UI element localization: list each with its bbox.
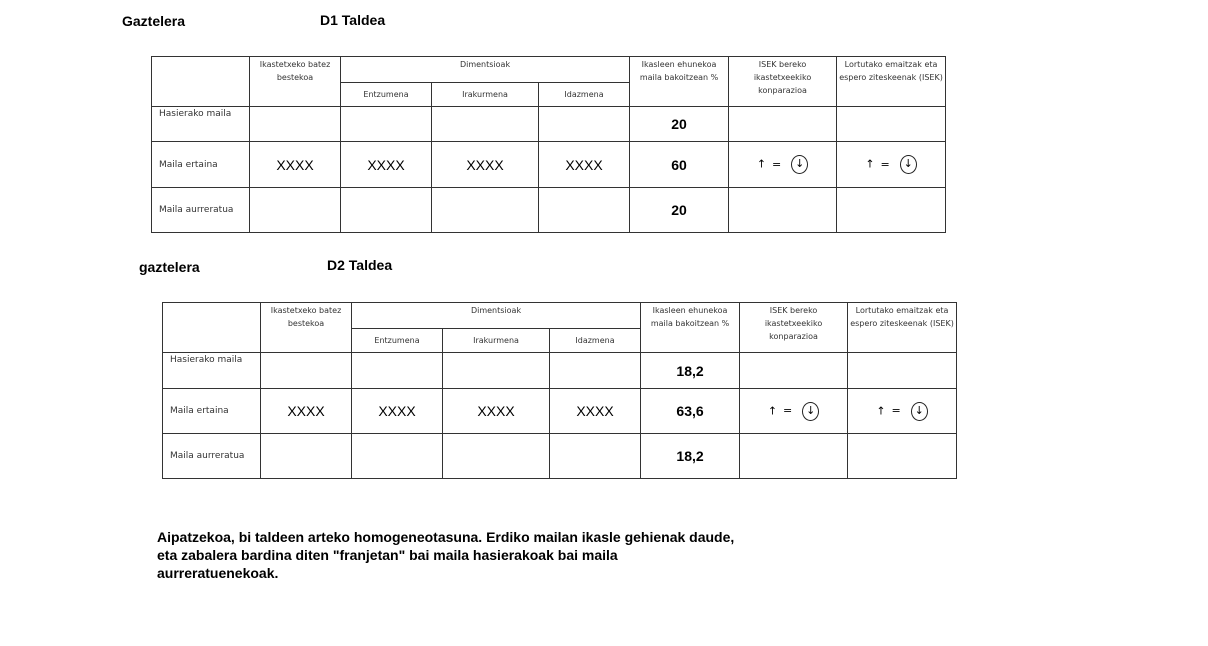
compare-indicators xyxy=(740,389,848,434)
expected-indicators xyxy=(848,389,957,434)
listening-value: XXXX xyxy=(352,389,443,434)
listening-value: XXXX xyxy=(341,142,432,188)
expected-indicators xyxy=(837,142,946,188)
header-percent: Ikasleen ehunekoa maila bakoitzean % xyxy=(641,303,740,353)
group-label-2: D2 Taldea xyxy=(327,257,393,273)
header-expected: Lortutako emaitzak eta espero ziteskeenak (ISEK) xyxy=(848,303,957,353)
row-label-initial: Hasierako maila xyxy=(152,107,250,142)
header-dim-writing: Idazmena xyxy=(539,83,630,107)
writing-value: XXXX xyxy=(550,389,641,434)
conclusion-note xyxy=(157,528,837,582)
note-line: Aipatzekoa, bi taldeen arteko homogeneotasuna. Erdiko mailan ikasle gehienak daude, xyxy=(157,529,735,545)
header-dimensions: Dimentsioak xyxy=(341,57,630,83)
header-dimensions: Dimentsioak xyxy=(352,303,641,329)
row-label-intermediate: Maila ertaina xyxy=(163,389,261,434)
percent-initial: 20 xyxy=(630,107,729,142)
subject-label-2: gaztelera xyxy=(139,259,200,275)
equal-sign: = xyxy=(891,404,901,417)
reading-value: XXXX xyxy=(432,142,539,188)
arrow-up-icon: ↑ xyxy=(767,404,778,417)
note-line: aurreratuenekoak. xyxy=(157,565,279,581)
circled-arrow-down-icon: ↓ xyxy=(802,402,819,421)
results-table-d2 xyxy=(162,302,957,479)
corner-cell xyxy=(163,303,261,353)
header-school-average: Ikastetxeko batez bestekoa xyxy=(250,57,341,107)
equal-sign: = xyxy=(783,404,793,417)
header-dim-reading: Irakurmena xyxy=(432,83,539,107)
arrow-up-icon: ↑ xyxy=(865,157,875,171)
arrow-up-icon: ↑ xyxy=(876,404,886,417)
header-school-average: Ikastetxeko batez bestekoa xyxy=(261,303,352,353)
corner-cell xyxy=(152,57,250,107)
row-label-intermediate: Maila ertaina xyxy=(152,142,250,188)
group-label-1: D1 Taldea xyxy=(320,12,386,28)
row-label-advanced: Maila aurreratua xyxy=(152,188,250,233)
percent-advanced: 20 xyxy=(630,188,729,233)
circled-arrow-down-icon: ↓ xyxy=(911,402,928,421)
header-compare: ISEK bereko ikastetxeekiko konparazioa xyxy=(740,303,848,353)
subject-label-1: Gaztelera xyxy=(122,13,186,29)
reading-value: XXXX xyxy=(443,389,550,434)
school-average-value: XXXX xyxy=(250,142,341,188)
header-dim-listening: Entzumena xyxy=(352,329,443,353)
percent-intermediate: 63,6 xyxy=(641,389,740,434)
writing-value: XXXX xyxy=(539,142,630,188)
row-label-initial: Hasierako maila xyxy=(163,353,261,389)
results-table-d1 xyxy=(151,56,946,233)
header-dim-reading: Irakurmena xyxy=(443,329,550,353)
school-average-value: XXXX xyxy=(261,389,352,434)
equal-sign: = xyxy=(772,157,782,171)
header-expected: Lortutako emaitzak eta espero ziteskeenak (ISEK) xyxy=(837,57,946,107)
circled-arrow-down-icon: ↓ xyxy=(900,155,917,174)
percent-intermediate: 60 xyxy=(630,142,729,188)
header-dim-listening: Entzumena xyxy=(341,83,432,107)
equal-sign: = xyxy=(880,157,890,171)
header-compare: ISEK bereko ikastetxeekiko konparazioa xyxy=(729,57,837,107)
circled-arrow-down-icon: ↓ xyxy=(791,155,808,174)
arrow-up-icon: ↑ xyxy=(756,157,767,171)
note-line: eta zabalera bardina diten "franjetan" bai maila hasierakoak bai maila xyxy=(157,547,618,563)
row-label-advanced: Maila aurreratua xyxy=(163,434,261,479)
compare-indicators xyxy=(729,142,837,188)
percent-initial: 18,2 xyxy=(641,353,740,389)
header-dim-writing: Idazmena xyxy=(550,329,641,353)
header-percent: Ikasleen ehunekoa maila bakoitzean % xyxy=(630,57,729,107)
percent-advanced: 18,2 xyxy=(641,434,740,479)
